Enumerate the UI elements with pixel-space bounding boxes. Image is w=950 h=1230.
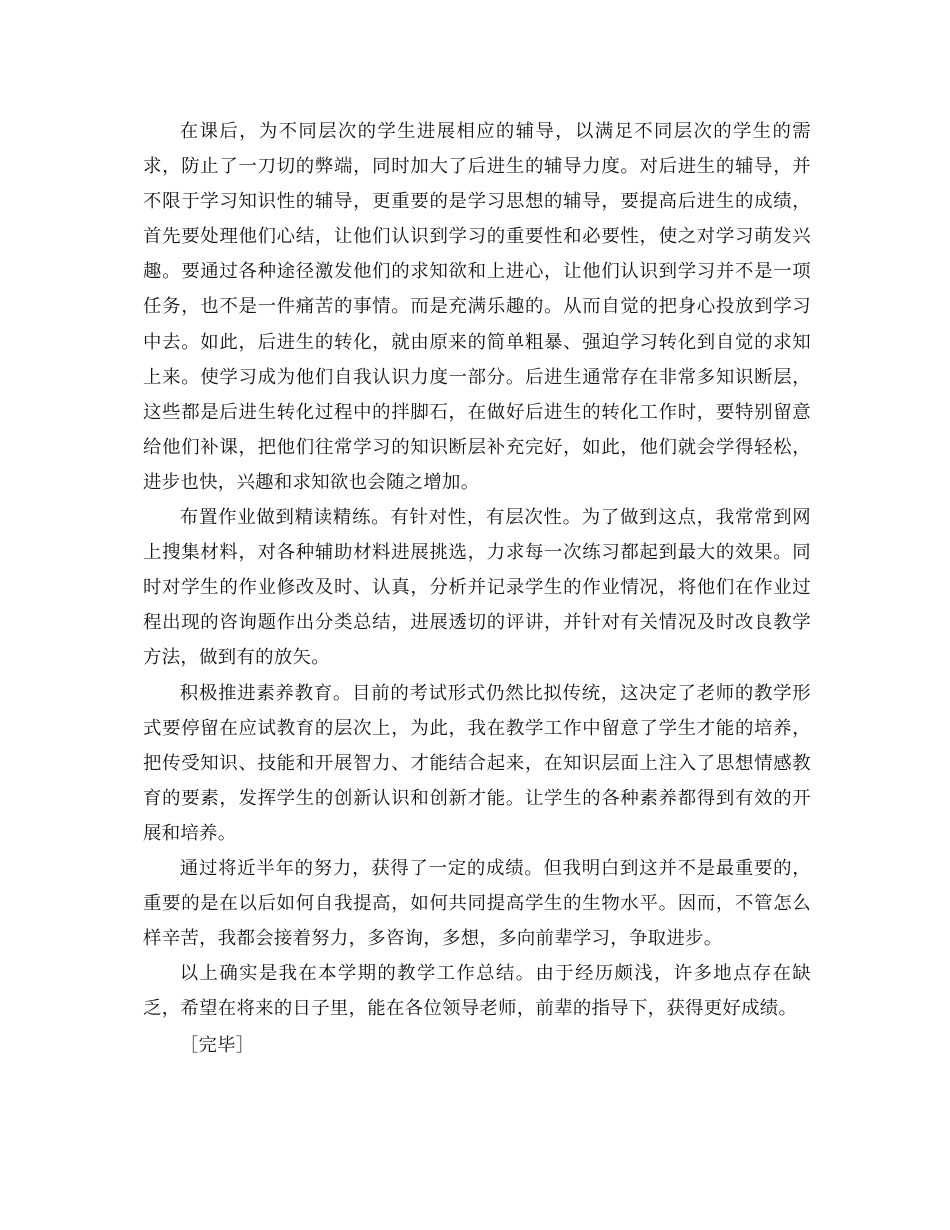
paragraph-summary: 以上确实是我在本学期的教学工作总结。由于经历颇浅，许多地点存在缺乏，希望在将来的日子里，能在各位领导老师，前辈的指导下，获得更好成绩。 (143, 963, 811, 1020)
document-body (143, 114, 811, 1064)
paragraph-homework: 布置作业做到精读精练。有针对性，有层次性。为了做到这点，我常常到网上搜集材料，对各种辅助材料进展挑选，力求每一次练习都起到最大的效果。同时对学生的作业修改及时、认真，分析并记录学生的作业情况，将他们在作业过程出现的咨询题作出分类总结，进展透切的评讲，并针对有关情况及时改良教学方法，做到有的放矢。 (143, 507, 811, 669)
end-mark: ［完毕］ (179, 1035, 255, 1057)
paragraph-tutoring: 在课后，为不同层次的学生进展相应的辅导，以满足不同层次的学生的需求，防止了一刀切的弊端，同时加大了后进生的辅导力度。对后进生的辅导，并不限于学习知识性的辅导，更重要的是学习思想的辅导，要提高后进生的成绩，首先要处理他们心结，让他们认识到学习的重要性和必要性，使之对学习萌发兴趣。要通过各种途径激发他们的求知欲和上进心，让他们认识到学习并不是一项任务，也不是一件痛苦的事情。而是充满乐趣的。从而自觉的把身心投放到学习中去。如此，后进生的转化，就由原来的简单粗暴、强迫学习转化到自觉的求知上来。使学习成为他们自我认识力度一部分。后进生通常存在非常多知识断层，这些都是后进生转化过程中的拌脚石，在做好后进生的转化工作时，要特别留意给他们补课，把他们往常学习的知识断层补充完好，如此，他们就会学得轻松，进步也快，兴趣和求知欲也会随之增加。 (143, 121, 811, 493)
paragraph-results: 通过将近半年的努力，获得了一定的成绩。但我明白到这并不是最重要的，重要的是在以后如何自我提高，如何共同提高学生的生物水平。因而，不管怎么样辛苦，我都会接着努力，多咨询，多想，多向前辈学习，争取进步。 (143, 857, 811, 950)
paragraph-quality-education: 积极推进素养教育。目前的考试形式仍然比拟传统，这决定了老师的教学形式要停留在应试教育的层次上，为此，我在教学工作中留意了学生才能的培养，把传受知识、技能和开展智力、才能结合起来，在知识层面上注入了思想情感教育的要素，发挥学生的创新认识和创新才能。让学生的各种素养都得到有效的开展和培养。 (143, 682, 811, 844)
